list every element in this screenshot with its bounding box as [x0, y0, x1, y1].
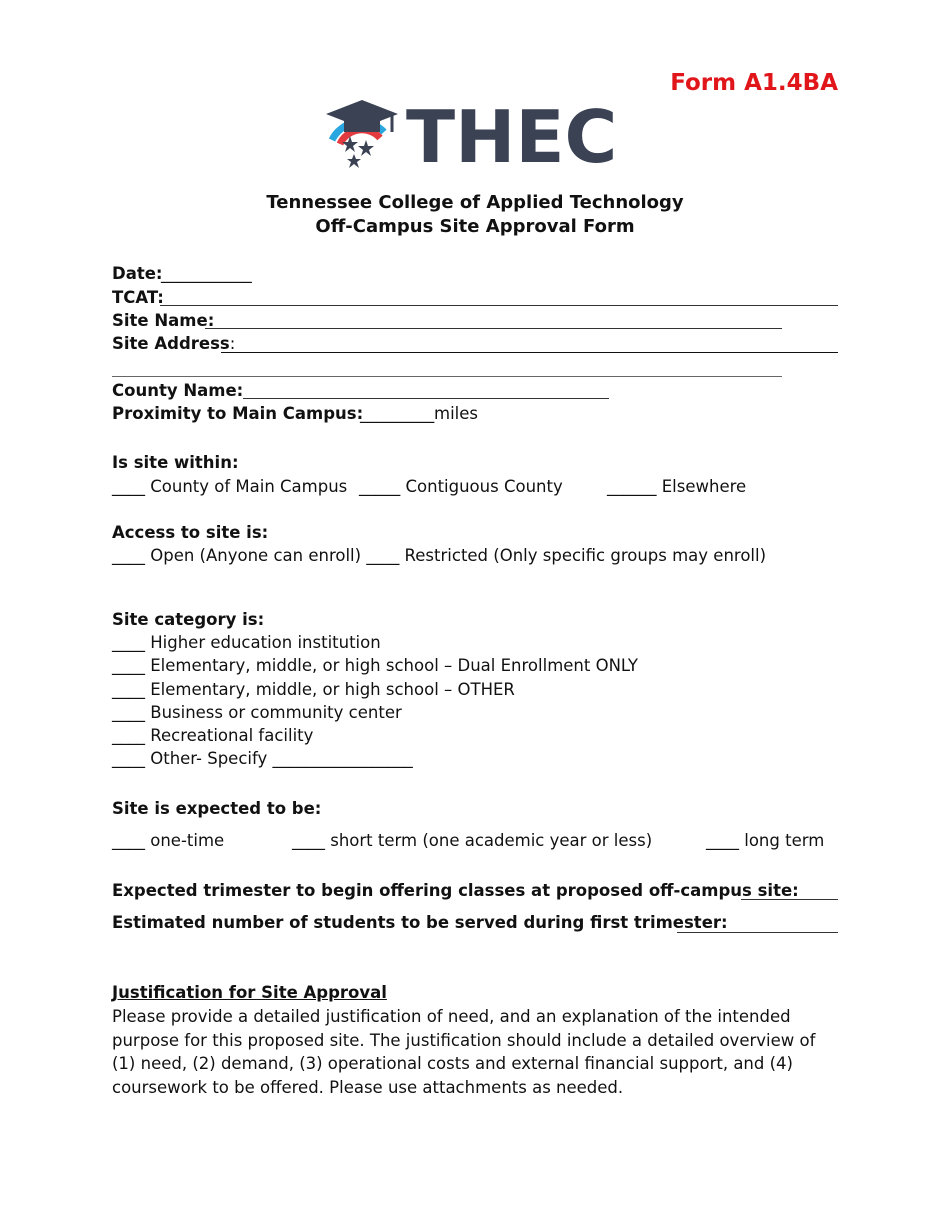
expected-label: Site is expected to be: [112, 799, 322, 818]
county-field[interactable] [243, 398, 609, 399]
form-title: Off-Campus Site Approval Form [315, 216, 635, 237]
trimester-field[interactable] [741, 899, 838, 900]
category-option-dual-enrollment[interactable]: ____ Elementary, middle, or high school – Dual Enrollment ONLY [112, 656, 638, 675]
students-label: Estimated number of students to be served during first trimester: [112, 913, 728, 932]
justification-text: Please provide a detailed justification of need, and an explanation of the intended purpose for this proposed site. The justification should include a detailed overview of (1) need, (2) demand, (3) operational costs and external financial support, and (4) coursework to be offered. Please use attachments as needed. [112, 1007, 816, 1097]
option-county-of-main-campus[interactable]: ____ County of Main Campus [112, 477, 348, 496]
category-option-recreational[interactable]: ____ Recreational facility [112, 726, 314, 745]
expected-option-short-term[interactable]: ____ short term (one academic year or less) [292, 831, 653, 850]
proximity-field[interactable]: _________ [360, 404, 435, 423]
institution-title: Tennessee College of Applied Technology [266, 192, 684, 213]
logo-text: THEC [406, 98, 618, 170]
site-within-label: Is site within: [112, 453, 239, 472]
site-name-label: Site Name: [112, 311, 215, 330]
expected-option-long-term[interactable]: ____ long term [706, 831, 825, 850]
site-name-field[interactable] [205, 328, 782, 329]
thec-logo [322, 98, 632, 170]
students-field[interactable] [677, 932, 838, 933]
site-address-field-line2[interactable] [112, 376, 782, 377]
form-number: Form A1.4BA [670, 70, 838, 96]
proximity-unit: miles [434, 404, 478, 423]
justification-heading: Justification for Site Approval [112, 983, 387, 1002]
site-address-field[interactable] [221, 352, 838, 353]
category-option-school-other[interactable]: ____ Elementary, middle, or high school – OTHER [112, 680, 515, 699]
date-label: Date: [112, 264, 163, 283]
category-option-higher-ed[interactable]: ____ Higher education institution [112, 633, 381, 652]
option-elsewhere[interactable]: ______ Elsewhere [607, 477, 747, 496]
trimester-label: Expected trimester to begin offering classes at proposed off-campus site: [112, 881, 799, 900]
access-options[interactable]: ____ Open (Anyone can enroll) ____ Restricted (Only specific groups may enroll) [112, 546, 767, 565]
graduation-cap-stars-icon [322, 98, 632, 170]
county-label: County Name: [112, 381, 244, 400]
access-label: Access to site is: [112, 523, 269, 542]
category-option-other[interactable]: ____ Other- Specify _________________ [112, 749, 413, 768]
tcat-field[interactable] [160, 305, 838, 306]
category-option-business[interactable]: ____ Business or community center [112, 703, 402, 722]
expected-option-one-time[interactable]: ____ one-time [112, 831, 225, 850]
option-contiguous-county[interactable]: _____ Contiguous County [359, 477, 563, 496]
category-label: Site category is: [112, 610, 265, 629]
site-address-label: Site Address: [112, 334, 236, 353]
date-field[interactable]: ___________ [161, 264, 252, 283]
proximity-label: Proximity to Main Campus: [112, 404, 364, 423]
tcat-label: TCAT: [112, 288, 164, 307]
